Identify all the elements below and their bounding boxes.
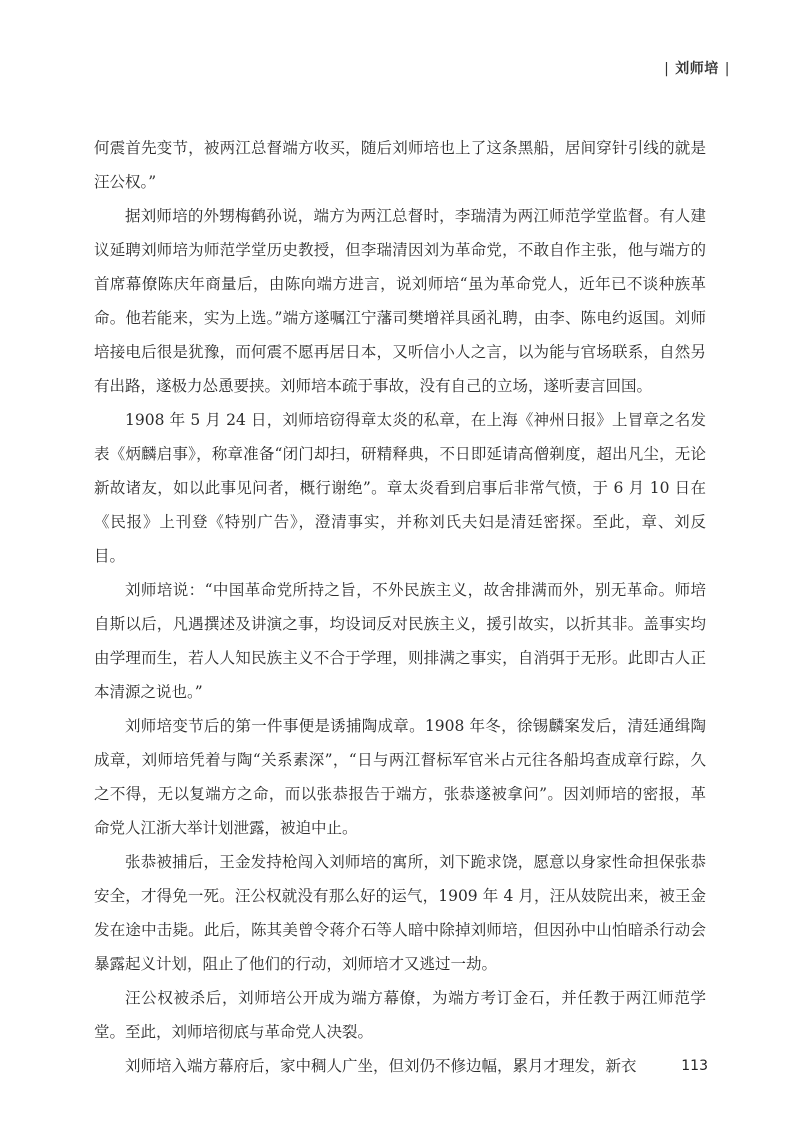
paragraph-1: 何震首先变节，被两江总督端方收买，随后刘师培也上了这条黑船，居间穿针引线的就是汪公权。”	[94, 139, 706, 191]
body-text	[94, 131, 706, 1083]
paragraph-7: 汪公权被杀后，刘师培公开成为端方幕僚，为端方考订金石，并任教于两江师范学堂。至此，刘师培彻底与革命党人决裂。	[94, 989, 706, 1041]
paragraph-8: 刘师培入端方幕府后，家中稠人广坐，但刘仍不修边幅，累月才理发，新衣	[125, 1057, 637, 1075]
header-bar-left: |	[664, 61, 670, 77]
running-title: 刘师培	[675, 61, 719, 77]
paragraph-5: 刘师培变节后的第一件事便是诱捕陶成章。1908 年冬，徐锡麟案发后，清廷通缉陶成章，刘师培凭着与陶“关系素深”，“日与两江督标军官米占元往各船坞查成章行踪，久之不得，无以复端方之命，而以张恭报告于端方，张恭遂被拿问”。因刘师培的密报，革命党人江浙大举计划泄露，被迫中止。	[94, 717, 706, 837]
running-header	[658, 58, 736, 78]
header-bar-right: |	[724, 61, 730, 77]
paragraph-6: 张恭被捕后，王金发持枪闯入刘师培的寓所，刘下跪求饶，愿意以身家性命担保张恭安全，才得免一死。汪公权就没有那么好的运气，1909 年 4 月，汪从妓院出来，被王金发在途中击毙。此后，陈其美曾令蒋介石等人暗中除掉刘师培，但因孙中山怕暗杀行动会暴露起义计划，阻止了他们的行动，刘师培才又逃过一劫。	[94, 853, 706, 973]
page-number: 113	[681, 1058, 708, 1074]
paragraph-2: 据刘师培的外甥梅鹤孙说，端方为两江总督时，李瑞清为两江师范学堂监督。有人建议延聘刘师培为师范学堂历史教授，但李瑞清因刘为革命党，不敢自作主张，他与端方的首席幕僚陈庆年商量后，由陈向端方进言，说刘师培“虽为革命党人，近年已不谈种族革命。他若能来，实为上选。”端方遂嘱江宁藩司樊增祥具函礼聘，由李、陈电约返国。刘师培接电后很是犹豫，而何震不愿再居日本，又听信小人之言，以为能与官场联系，自然另有出路，遂极力怂恿要挟。刘师培本疏于事故，没有自己的立场，遂听妻言回国。	[94, 207, 706, 395]
paragraph-4: 刘师培说：“中国革命党所持之旨，不外民族主义，故舍排满而外，别无革命。师培自斯以后，凡遇撰述及讲演之事，均设词反对民族主义，援引故实，以折其非。盖事实均由学理而生，若人人知民族主义不合于学理，则排满之事实，自消弭于无形。此即古人正本清源之说也。”	[94, 581, 706, 701]
paragraph-3: 1908 年 5 月 24 日，刘师培窃得章太炎的私章，在上海《神州日报》上冒章之名发表《炳麟启事》，称章准备“闭门却扫，研精释典，不日即延请高僧剃度，超出凡尘，无论新故诸友，如以此事见问者，概行谢绝”。章太炎看到启事后非常气愤，于 6 月 10 日在《民报》上刊登《特别广告》，澄清事实，并称刘氏夫妇是清廷密探。至此，章、刘反目。	[94, 411, 706, 565]
